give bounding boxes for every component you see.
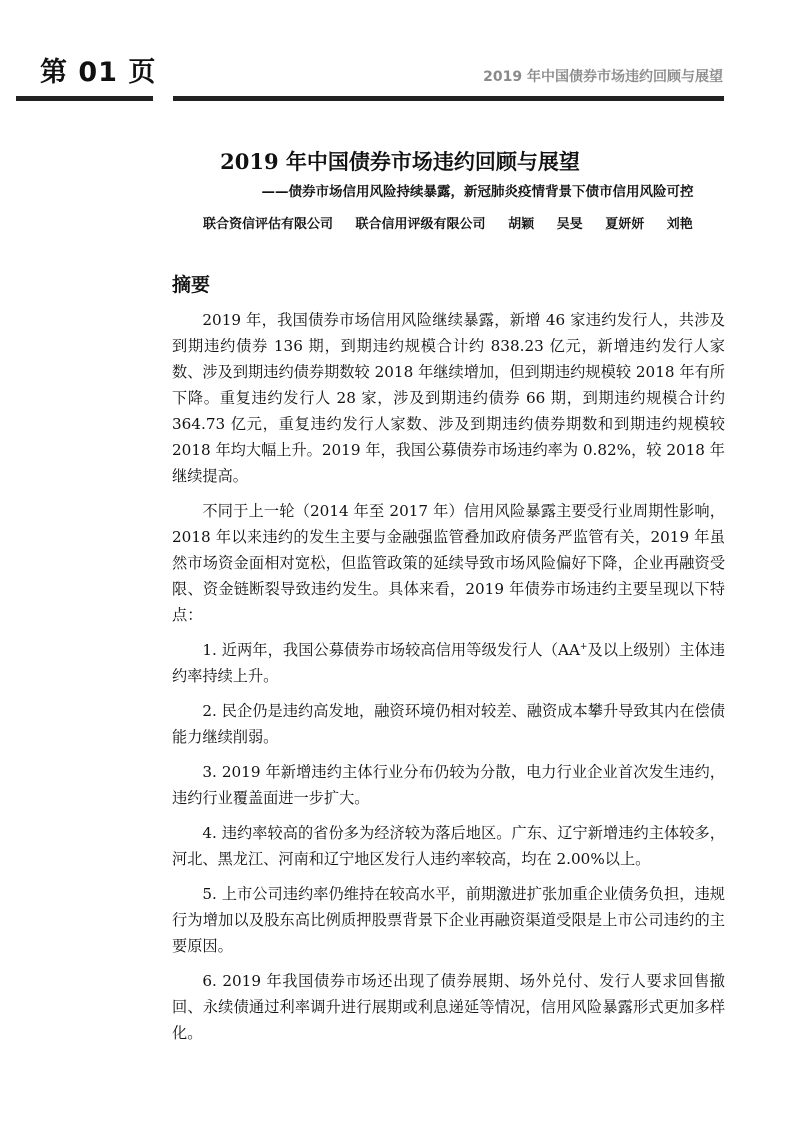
abstract-heading: 摘要 xyxy=(172,274,211,296)
abstract-body xyxy=(172,307,725,1055)
paragraph: 2019 年，我国债券市场信用风险继续暴露，新增 46 家违约发行人，共涉及到期违约债券 136 期，到期违约规模合计约 838.23 亿元，新增违约发行人家数、涉及到期违约债券期数较 2018 年继续增加，但到期违约规模较 2018 年有所下降。重复违约发行人 28 家，涉及到期违约债券 66 期，到期违约规模合计约 364.73 亿元，重复违约发行人家数、涉及到期违约债券期数和到期违约规模较 2018 年均大幅上升。2019 年，我国公募债券市场违约率为 0.82%，较 2018 年继续提高。 xyxy=(172,311,725,485)
article-title: 2019 年中国债券市场违约回顾与展望 xyxy=(220,149,580,174)
author-name: 胡颖 xyxy=(508,217,535,232)
running-title: 2019 年中国债券市场违约回顾与展望 xyxy=(483,69,723,85)
list-item: 6. 2019 年我国债券市场还出现了债券展期、场外兑付、发行人要求回售撤回、永续债通过利率调升进行展期或利息递延等情况，信用风险暴露形式更加多样化。 xyxy=(172,972,725,1042)
header-rule-right xyxy=(173,96,724,101)
list-item-text: 1. 近两年，我国公募债券市场较高信用等级发行人（AA xyxy=(202,641,580,659)
author-name: 夏妍妍 xyxy=(605,217,645,232)
author-name: 刘艳 xyxy=(666,217,693,232)
list-item: 2. 民企仍是违约高发地，融资环境仍相对较差、融资成本攀升导致其内在偿债能力继续削弱。 xyxy=(172,702,725,746)
list-item-text: 及以上级别）主体违约率持续上升。 xyxy=(172,641,725,685)
list-item: 4. 违约率较高的省份多为经济较为落后地区。广东、辽宁新增违约主体较多，河北、黑龙江、河南和辽宁地区发行人违约率较高，均在 2.00%以上。 xyxy=(172,824,725,868)
article-subtitle: ——债券市场信用风险持续暴露，新冠肺炎疫情背景下债市信用风险可控 xyxy=(261,184,694,200)
author-name: 吴旻 xyxy=(556,217,583,232)
author-line xyxy=(203,213,711,232)
superscript: + xyxy=(579,641,588,652)
list-item: 3. 2019 年新增违约主体行业分布仍较为分散，电力行业企业首次发生违约，违约行业覆盖面进一步扩大。 xyxy=(172,763,725,807)
header-rule-left xyxy=(16,96,153,101)
list-item: 5. 上市公司违约率仍维持在较高水平，前期激进扩张加重企业债务负担，违规行为增加以及股东高比例质押股票背景下企业再融资渠道受限是上市公司违约的主要原因。 xyxy=(172,885,725,955)
paragraph: 不同于上一轮（2014 年至 2017 年）信用风险暴露主要受行业周期性影响，2018 年以来违约的发生主要与金融强监管叠加政府债务严监管有关，2019 年虽然市场资金面相对宽松，但监管政策的延续导致市场风险偏好下降，企业再融资受限、资金链断裂导致违约发生。具体来看，2019 年债券市场违约主要呈现以下特点： xyxy=(172,502,725,624)
author-org: 联合信用评级有限公司 xyxy=(355,217,486,232)
author-org: 联合资信评估有限公司 xyxy=(203,217,334,232)
page-number: 第 01 页 xyxy=(40,57,157,88)
list-item xyxy=(172,637,725,689)
